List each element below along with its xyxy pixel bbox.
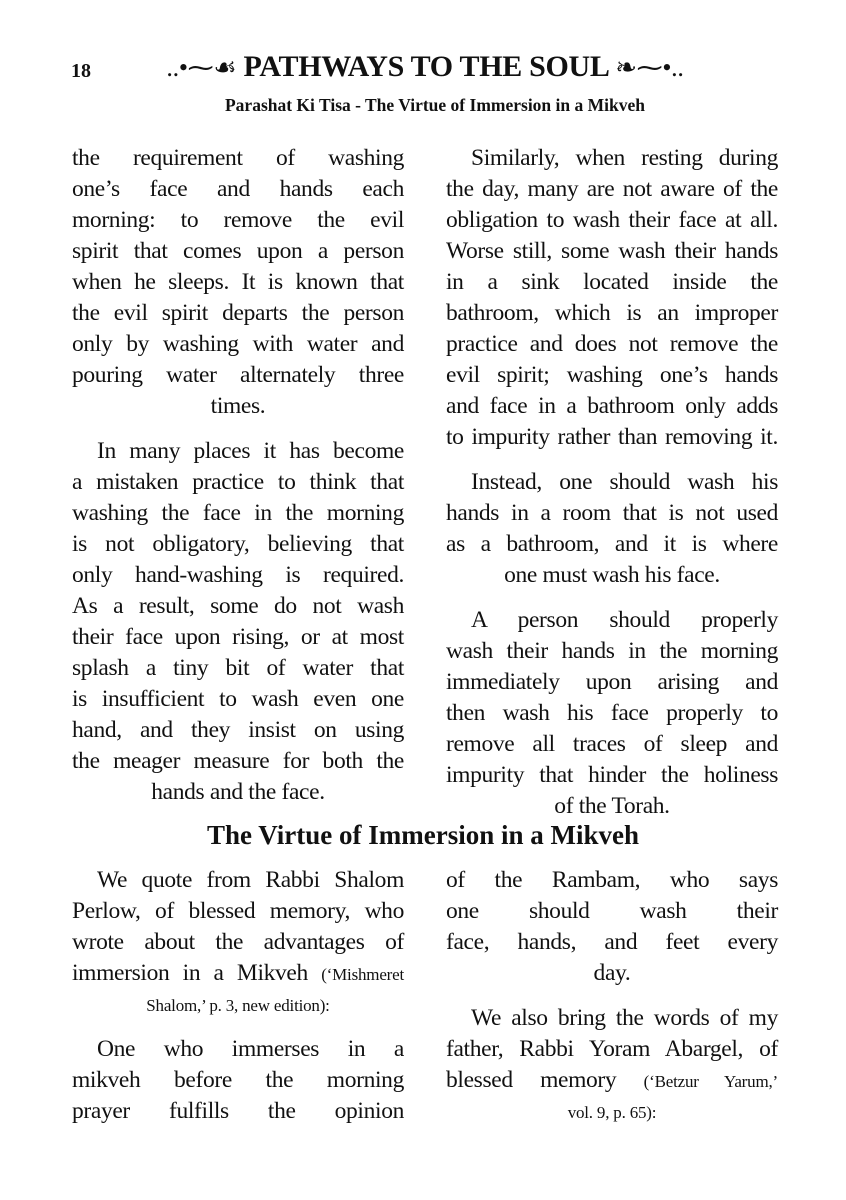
page-number: 18 (71, 60, 91, 82)
line-text: their face upon rising, or at most (72, 624, 404, 650)
text-line (446, 267, 778, 298)
line-text: pouring water alternately three (72, 362, 404, 388)
line-text: One who immerses in a (97, 1036, 404, 1062)
line-text: hands and the face. (151, 779, 325, 805)
section-heading: The Virtue of Immersion in a Mikveh (207, 820, 639, 850)
text-line (446, 298, 778, 329)
line-text: hand, and they insist on using (72, 717, 404, 743)
text-line (72, 174, 404, 205)
line-text: As a result, some do not wash (72, 593, 404, 619)
text-line (72, 360, 404, 391)
citation-text: vol. 9, p. 65): (567, 1103, 657, 1122)
text-line (72, 298, 404, 329)
text-line (446, 1065, 778, 1096)
text-line (72, 236, 404, 267)
text-line (446, 1096, 778, 1127)
text-line (446, 422, 778, 453)
text-line (72, 896, 404, 927)
paragraph (446, 467, 778, 591)
column-top-left (72, 143, 404, 822)
text-line (446, 174, 778, 205)
text-line (446, 360, 778, 391)
text-line (446, 896, 778, 927)
running-title-text: PATHWAYS TO THE SOUL (243, 50, 608, 83)
line-text: the day, many are not aware of the (446, 176, 778, 202)
text-line (446, 236, 778, 267)
line-text: bathroom, which is an improper (446, 300, 778, 326)
text-line (446, 667, 778, 698)
line-text: spirit that comes upon a person (72, 238, 404, 264)
line-text: of the Rambam, who says (446, 867, 778, 893)
line-text: one should wash their (446, 898, 778, 924)
text-line (446, 927, 778, 958)
text-line (446, 1034, 778, 1065)
line-text: only hand-washing is required. (72, 562, 404, 588)
line-text: wash their hands in the morning (446, 638, 778, 664)
text-line (446, 958, 778, 989)
text-line (72, 498, 404, 529)
line-text: a mistaken practice to think that (72, 469, 404, 495)
line-text: to impurity rather than removing it. (446, 424, 778, 450)
text-line (446, 605, 778, 636)
line-text: prayer fulfills the opinion (72, 1098, 404, 1124)
text-line (72, 1096, 404, 1127)
line-text: the meager measure for both the (72, 748, 404, 774)
paragraph (446, 865, 778, 989)
line-text: times. (210, 393, 266, 419)
text-line (72, 927, 404, 958)
line-text: In many places it has become (97, 438, 404, 464)
line-text: We also bring the words of my (471, 1005, 778, 1031)
line-text: mikveh before the morning (72, 1067, 404, 1093)
line-text: one’s face and hands each (72, 176, 404, 202)
text-line (72, 715, 404, 746)
line-text: We quote from Rabbi Shalom (97, 867, 404, 893)
paragraph (446, 143, 778, 453)
text-line (72, 467, 404, 498)
line-text: then wash his face properly to (446, 700, 778, 726)
line-text: Worse still, some wash their hands (446, 238, 778, 264)
line-text: is not obligatory, believing that (72, 531, 404, 557)
line-text: Instead, one should wash his (471, 469, 778, 495)
text-line (446, 698, 778, 729)
paragraph (446, 1003, 778, 1127)
text-line (446, 529, 778, 560)
paragraph (72, 1034, 404, 1127)
text-line (446, 865, 778, 896)
text-line (446, 391, 778, 422)
column-top-right (446, 143, 778, 836)
line-text: as a bathroom, and it is where (446, 531, 778, 557)
line-text: morning: to remove the evil (72, 207, 404, 233)
ornament-right-icon: ❧⁓•.. (615, 53, 684, 82)
line-text: hands in a room that is not used (446, 500, 778, 526)
line-text: only by washing with water and (72, 331, 404, 357)
citation-text: (‘Mishmeret (321, 965, 404, 984)
line-text: wrote about the advantages of (72, 929, 404, 955)
text-line (446, 636, 778, 667)
paragraph (72, 436, 404, 808)
text-line (72, 622, 404, 653)
text-line (72, 436, 404, 467)
line-text: the evil spirit departs the person (72, 300, 404, 326)
text-line (446, 560, 778, 591)
text-line (72, 746, 404, 777)
text-line (72, 560, 404, 591)
line-text: practice and does not remove the (446, 331, 778, 357)
text-line (72, 777, 404, 808)
text-line (72, 391, 404, 422)
column-bottom-left (72, 865, 404, 1141)
line-text: and face in a bathroom only adds (446, 393, 778, 419)
line-text: father, Rabbi Yoram Abargel, of (446, 1036, 778, 1062)
text-line (72, 267, 404, 298)
text-line (72, 1065, 404, 1096)
text-line (72, 329, 404, 360)
line-text: the requirement of washing (72, 145, 404, 171)
text-line (446, 791, 778, 822)
paragraph (72, 143, 404, 422)
line-text: Perlow, of blessed memory, who (72, 898, 404, 924)
line-text: in a sink located inside the (446, 269, 778, 295)
paragraph (446, 605, 778, 822)
running-title (130, 50, 720, 84)
text-line (446, 143, 778, 174)
citation-text: Shalom,’ p. 3, new edition): (146, 996, 330, 1015)
text-line (446, 1003, 778, 1034)
line-text: evil spirit; washing one’s hands (446, 362, 778, 388)
line-text: immersion in a Mikveh (72, 960, 322, 986)
text-line (72, 653, 404, 684)
line-text: day. (593, 960, 631, 986)
text-line (446, 760, 778, 791)
paragraph (72, 865, 404, 1020)
text-line (446, 467, 778, 498)
line-text: is insufficient to wash even one (72, 686, 404, 712)
line-text: one must wash his face. (504, 562, 720, 588)
line-text: face, hands, and feet every (446, 929, 778, 955)
line-text: A person should properly (471, 607, 778, 633)
line-text: of the Torah. (554, 793, 670, 819)
chapter-subtitle: Parashat Ki Tisa - The Virtue of Immersion in a Mikveh (224, 95, 646, 115)
text-line (446, 498, 778, 529)
text-line (72, 591, 404, 622)
line-text: obligation to wash their face at all. (446, 207, 778, 233)
text-line (446, 205, 778, 236)
citation-text: (‘Betzur Yarum,’ (643, 1072, 778, 1091)
text-line (72, 865, 404, 896)
ornament-left-icon: ..•⁓☙ (166, 53, 237, 82)
text-line (72, 529, 404, 560)
column-bottom-right (446, 865, 778, 1141)
text-line (72, 958, 404, 989)
line-text: Similarly, when resting during (471, 145, 778, 171)
text-line (72, 684, 404, 715)
text-line (72, 989, 404, 1020)
text-line (72, 1034, 404, 1065)
text-line (446, 729, 778, 760)
line-text: immediately upon arising and (446, 669, 778, 695)
line-text: when he sleeps. It is known that (72, 269, 404, 295)
text-line (72, 205, 404, 236)
line-text: washing the face in the morning (72, 500, 404, 526)
line-text: impurity that hinder the holiness (446, 762, 778, 788)
line-text: splash a tiny bit of water that (72, 655, 404, 681)
line-text: remove all traces of sleep and (446, 731, 778, 757)
line-text: blessed memory (446, 1067, 644, 1093)
text-line (72, 143, 404, 174)
text-line (446, 329, 778, 360)
